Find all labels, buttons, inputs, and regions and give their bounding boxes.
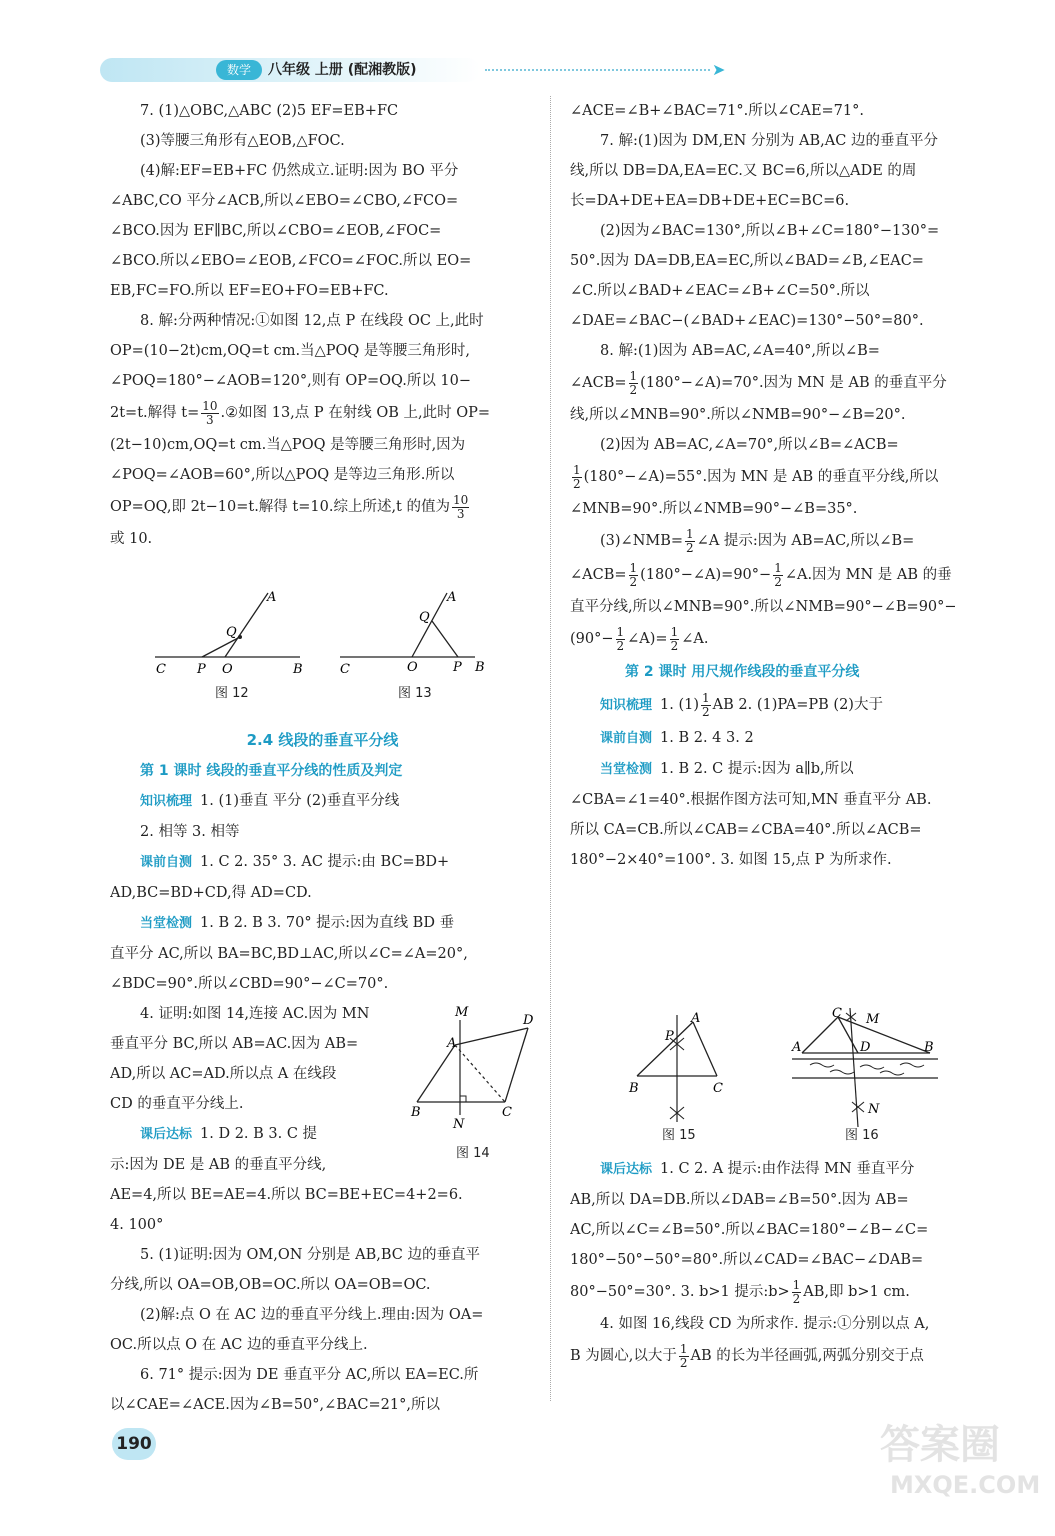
fraction-den: 2 <box>629 382 638 397</box>
point-label: A <box>267 590 277 605</box>
text-line: EB,FC=FO.所以 EF=EO+FO=EB+FC. <box>110 283 389 299</box>
fraction-num: 1 <box>774 560 782 575</box>
label-zhishishuli: 知识梳理 <box>140 794 193 809</box>
text-line: 6. 71° 提示:因为 DE 垂直平分 AC,所以 EA=EC.所 <box>140 1367 479 1383</box>
text-line <box>570 1339 995 1373</box>
point-label: N <box>453 1117 465 1132</box>
point-label: C <box>502 1105 512 1120</box>
text-line: 示:因为 DE 是 AB 的垂直平分线, <box>110 1157 327 1173</box>
text-line: 或 10. <box>110 531 153 547</box>
right-column-lower <box>570 1154 995 1373</box>
figure-12 <box>150 585 320 685</box>
text-span: (3)∠NMB= <box>600 533 684 549</box>
point-label: A <box>447 590 457 605</box>
figure-14-caption: 图 14 <box>456 1146 490 1161</box>
text-line <box>110 396 535 430</box>
figure-13 <box>335 585 500 685</box>
text-line: AB,所以 DA=DB.所以∠DAB=∠B=50°.因为 AB= <box>570 1192 909 1208</box>
text-line: OC.所以点 O 在 AC 边的垂直平分线上. <box>110 1337 368 1353</box>
fraction-den: 2 <box>573 476 581 491</box>
text-line <box>570 688 995 723</box>
fraction <box>685 528 695 555</box>
header-subject-badge: 数学 <box>216 60 262 80</box>
header-title: 八年级 上册 (配湘教版) <box>268 62 417 78</box>
text-span: AB 2. (1)PA=PB (2)大于 <box>712 697 883 713</box>
figure-15-caption: 图 15 <box>662 1128 696 1143</box>
text-line <box>110 908 535 939</box>
text-line <box>570 1275 995 1309</box>
point-label: C <box>340 662 350 677</box>
text-line <box>110 847 535 878</box>
point-label: N <box>868 1102 880 1117</box>
label-keqianzice: 课前自测 <box>600 731 653 746</box>
figure-15 <box>625 1010 735 1125</box>
fraction-den: 2 <box>616 638 625 653</box>
page-header <box>100 48 740 88</box>
text-span: 1. B 2. 4 3. 2 <box>660 730 754 746</box>
figure-14 <box>405 1000 545 1145</box>
text-line: 线,所以∠MNB=90°.所以∠NMB=90°−∠B=20°. <box>570 407 906 423</box>
text-span: ∠ACB= <box>570 567 627 583</box>
fraction-num: 1 <box>792 1277 801 1292</box>
fraction-num: 1 <box>686 526 694 541</box>
text-line: 所以 CA=CB.所以∠CAB=∠CBA=40°.所以∠ACB= <box>570 822 922 838</box>
text-line: 180°−2×40°=100°. 3. 如图 15,点 P 为所求作. <box>570 852 892 868</box>
point-label: C <box>713 1081 723 1096</box>
text-line: ∠MNB=90°.所以∠NMB=90°−∠B=35°. <box>570 501 858 517</box>
fraction <box>629 562 639 589</box>
fraction-den: 2 <box>792 1291 801 1306</box>
text-line: ∠DAE=∠BAC−(∠BAD+∠EAC)=130°−50°=80°. <box>570 313 924 329</box>
text-span: (90°− <box>570 631 614 647</box>
fraction-den: 2 <box>774 574 782 589</box>
text-span: ∠A 提示:因为 AB=AC,所以∠B= <box>696 533 915 549</box>
fraction <box>201 400 218 427</box>
fraction-num: 1 <box>629 560 638 575</box>
point-label: D <box>860 1040 871 1055</box>
text-line: 直平分 AC,所以 BA=BC,BD⊥AC,所以∠C=∠A=20°, <box>110 946 468 962</box>
point-label: O <box>407 660 418 675</box>
text-span: OP=OQ,即 2t−10=t.解得 t=10.综上所述,t 的值为 <box>110 499 450 515</box>
text-line: 7. (1)△OBC,△ABC (2)5 EF=EB+FC <box>140 103 399 119</box>
text-line: 8. 解:分两种情况:①如图 12,点 P 在线段 OC 上,此时 <box>140 313 484 329</box>
text-line: 7. 解:(1)因为 DM,EN 分别为 AB,AC 边的垂直平分 <box>600 133 938 149</box>
text-line: (2)解:点 O 在 AC 边的垂直平分线上.理由:因为 OA= <box>140 1307 484 1323</box>
text-line <box>110 1119 400 1150</box>
text-line: (4)解:EF=EB+FC 仍然成立.证明:因为 BO 平分 <box>140 163 459 179</box>
text-span: ∠A. <box>681 631 709 647</box>
label-keqianzice: 课前自测 <box>140 855 193 870</box>
point-label: A <box>447 1036 457 1051</box>
text-line: 4. 证明:如图 14,连接 AC.因为 MN <box>140 1006 370 1022</box>
fraction-den: 2 <box>702 704 710 719</box>
fraction <box>616 626 626 653</box>
text-line: (2)因为∠BAC=130°,所以∠B+∠C=180°−130°= <box>600 223 940 239</box>
text-span: ∠A.因为 MN 是 AB 的垂 <box>784 567 952 583</box>
text-span: 2t=t.解得 t= <box>110 405 200 421</box>
point-label: M <box>866 1012 880 1027</box>
fraction-num: 10 <box>453 492 469 507</box>
column-divider <box>550 96 551 1401</box>
text-line: ∠CBA=∠1=40°.根据作图方法可知,MN 垂直平分 AB. <box>570 792 932 808</box>
text-span: (180°−∠A)=70°.因为 MN 是 AB 的垂直平分 <box>640 375 947 391</box>
fraction-den: 2 <box>679 1355 688 1370</box>
text-line: 以∠CAE=∠ACE.因为∠B=50°,∠BAC=21°,所以 <box>110 1397 440 1413</box>
text-span: 1. C 2. 35° 3. AC 提示:由 BC=BD+ <box>200 854 450 870</box>
fraction-num: 1 <box>573 462 581 477</box>
fraction <box>452 494 469 521</box>
point-label: B <box>411 1105 421 1120</box>
label-dangtangjiance: 当堂检测 <box>140 916 193 931</box>
text-line: AC,所以∠C=∠B=50°.所以∠BAC=180°−∠B−∠C= <box>570 1222 929 1238</box>
point-label: D <box>523 1013 534 1028</box>
point-label: B <box>924 1040 934 1055</box>
watermark-text: 答案圈 <box>880 1422 1000 1468</box>
point-label: P <box>453 660 462 675</box>
fraction-den: 3 <box>456 506 465 521</box>
text-line <box>110 786 535 817</box>
label-zhishishuli: 知识梳理 <box>600 698 653 713</box>
fraction <box>629 370 639 397</box>
figure-16 <box>790 1005 945 1130</box>
point-label: Q <box>226 625 237 640</box>
fraction-den: 2 <box>629 574 638 589</box>
text-line: 线,所以 DB=DA,EA=EC.又 BC=6,所以△ADE 的周 <box>570 163 917 179</box>
text-line: OP=(10−2t)cm,OQ=t cm.当△POQ 是等腰三角形时, <box>110 343 470 359</box>
figure-13-caption: 图 13 <box>398 686 432 701</box>
point-label: B <box>475 660 485 675</box>
fraction <box>701 692 711 719</box>
text-line: (3)等腰三角形有△EOB,△FOC. <box>140 133 345 149</box>
text-span: ∠A)= <box>627 631 668 647</box>
text-line: AD,所以 AC=AD.所以点 A 在线段 <box>110 1066 337 1082</box>
fraction <box>773 562 783 589</box>
fraction <box>679 1343 689 1370</box>
fraction-den: 2 <box>670 638 679 653</box>
text-line <box>570 460 995 494</box>
header-dotted-line <box>485 69 710 71</box>
watermark-url: MXQE.COM <box>890 1471 1041 1499</box>
text-line: 8. 解:(1)因为 AB=AC,∠A=40°,所以∠B= <box>600 343 880 359</box>
text-line: ∠BCO.所以∠EBO=∠EOB,∠FCO=∠FOC.所以 EO= <box>110 253 472 269</box>
fraction-num: 1 <box>629 368 638 383</box>
section-title: 2.4 线段的垂直平分线 <box>246 731 399 749</box>
fraction-num: 1 <box>702 690 710 705</box>
figure-16-caption: 图 16 <box>845 1128 879 1143</box>
text-line: 长=DA+DE+EA=DB+DE+EC=BC=6. <box>570 193 850 209</box>
lesson-title: 第 1 课时 线段的垂直平分线的性质及判定 <box>140 763 403 779</box>
point-label: M <box>455 1005 469 1020</box>
text-line: CD 的垂直平分线上. <box>110 1096 244 1112</box>
point-label: P <box>665 1029 674 1044</box>
label-kehoudabiao: 课后达标 <box>140 1127 193 1142</box>
text-line: 垂直平分 BC,所以 AB=AC.因为 AB= <box>110 1036 359 1052</box>
page-number: 190 <box>112 1428 156 1460</box>
text-span: B 为圆心,以大于 <box>570 1348 677 1364</box>
label-kehoudabiao: 课后达标 <box>600 1162 653 1177</box>
text-line <box>570 366 995 400</box>
text-line: 2. 相等 3. 相等 <box>140 824 240 840</box>
text-line: (2t−10)cm,OQ=t cm.当△POQ 是等腰三角形时,因为 <box>110 437 466 453</box>
lesson-title: 第 2 课时 用尺规作线段的垂直平分线 <box>625 664 860 680</box>
left-column <box>110 96 535 554</box>
fraction-num: 1 <box>616 624 625 639</box>
text-span: 1. (1)垂直 平分 (2)垂直平分线 <box>200 793 400 809</box>
text-line: ∠BDC=90°.所以∠CBD=90°−∠C=70°. <box>110 976 389 992</box>
text-line <box>110 490 535 524</box>
text-line: ∠ACE=∠B+∠BAC=71°.所以∠CAE=71°. <box>570 103 864 119</box>
text-line: 分线,所以 OA=OB,OB=OC.所以 OA=OB=OC. <box>110 1277 431 1293</box>
label-dangtangjiance: 当堂检测 <box>600 762 653 777</box>
text-span: 1. (1) <box>660 697 699 713</box>
arrow-right-icon: ➤ <box>712 60 726 79</box>
fraction-num: 1 <box>670 624 679 639</box>
point-label: O <box>222 662 233 677</box>
text-line: ∠ABC,CO 平分∠ACB,所以∠EBO=∠CBO,∠FCO= <box>110 193 459 209</box>
text-span: AB 的长为半径画弧,两弧分别交于点 <box>690 1348 924 1364</box>
text-span: 80°−50°=30°. 3. b>1 提示:b> <box>570 1284 790 1300</box>
text-line: 直平分线,所以∠MNB=90°.所以∠NMB=90°−∠B=90°− <box>570 599 957 615</box>
fraction <box>572 464 582 491</box>
point-label: B <box>629 1081 639 1096</box>
text-span: ∠ACB= <box>570 375 627 391</box>
figure-12-caption: 图 12 <box>215 686 249 701</box>
fraction-den: 3 <box>206 412 214 427</box>
text-span: (180°−∠A)=90°− <box>640 567 772 583</box>
text-line: ∠C.所以∠BAD+∠EAC=∠B+∠C=50°.所以 <box>570 283 870 299</box>
text-span: 1. D 2. B 3. C 提 <box>200 1126 318 1142</box>
point-label: Q <box>419 610 430 625</box>
fraction <box>792 1279 802 1306</box>
right-column <box>570 96 995 875</box>
point-label: C <box>156 662 166 677</box>
text-span: 1. B 2. C 提示:因为 a∥b,所以 <box>660 761 854 777</box>
point-label: B <box>293 662 303 677</box>
text-line: 5. (1)证明:因为 OM,ON 分别是 AB,BC 边的垂直平 <box>140 1247 480 1263</box>
text-span: 1. B 2. B 3. 70° 提示:因为直线 BD 垂 <box>200 915 455 931</box>
text-line: 4. 如图 16,线段 CD 为所求作. 提示:①分别以点 A, <box>600 1316 930 1332</box>
fraction <box>670 626 680 653</box>
point-label: C <box>832 1006 842 1021</box>
text-line: ∠BCO.因为 EF∥BC,所以∠CBO=∠EOB,∠FOC= <box>110 223 442 239</box>
text-line: AE=4,所以 BE=AE=4.所以 BC=BE+EC=4+2=6. <box>110 1187 463 1203</box>
text-line <box>570 723 995 754</box>
text-line: ∠POQ=∠AOB=60°,所以△POQ 是等边三角形.所以 <box>110 467 455 483</box>
point-label: A <box>792 1040 802 1055</box>
watermark-logo <box>880 1420 1040 1520</box>
text-line <box>570 558 995 592</box>
text-line <box>570 524 995 558</box>
text-line <box>570 1154 995 1185</box>
text-line <box>570 622 995 656</box>
fraction-num: 10 <box>202 398 218 413</box>
text-line: 4. 100° <box>110 1217 164 1233</box>
text-line: ∠POQ=180°−∠AOB=120°,则有 OP=OQ.所以 10− <box>110 373 472 389</box>
text-span: (180°−∠A)=55°.因为 MN 是 AB 的垂直平分线,所以 <box>583 469 939 485</box>
text-span: AB,即 b>1 cm. <box>803 1284 910 1300</box>
text-span: 1. C 2. A 提示:由作法得 MN 垂直平分 <box>660 1161 915 1177</box>
fraction-den: 2 <box>686 540 694 555</box>
text-line: 180°−50°−50°=80°.所以∠CAD=∠BAC−∠DAB= <box>570 1252 924 1268</box>
text-line: AD,BC=BD+CD,得 AD=CD. <box>110 885 312 901</box>
point-label: A <box>691 1011 701 1026</box>
text-span: .②如图 13,点 P 在射线 OB 上,此时 OP= <box>220 405 491 421</box>
text-line <box>570 754 995 785</box>
fraction-num: 1 <box>679 1341 688 1356</box>
text-line: 50°.因为 DA=DB,EA=EC,所以∠BAD=∠B,∠EAC= <box>570 253 924 269</box>
text-line: (2)因为 AB=AC,∠A=70°,所以∠B=∠ACB= <box>600 437 899 453</box>
point-label: P <box>197 662 206 677</box>
